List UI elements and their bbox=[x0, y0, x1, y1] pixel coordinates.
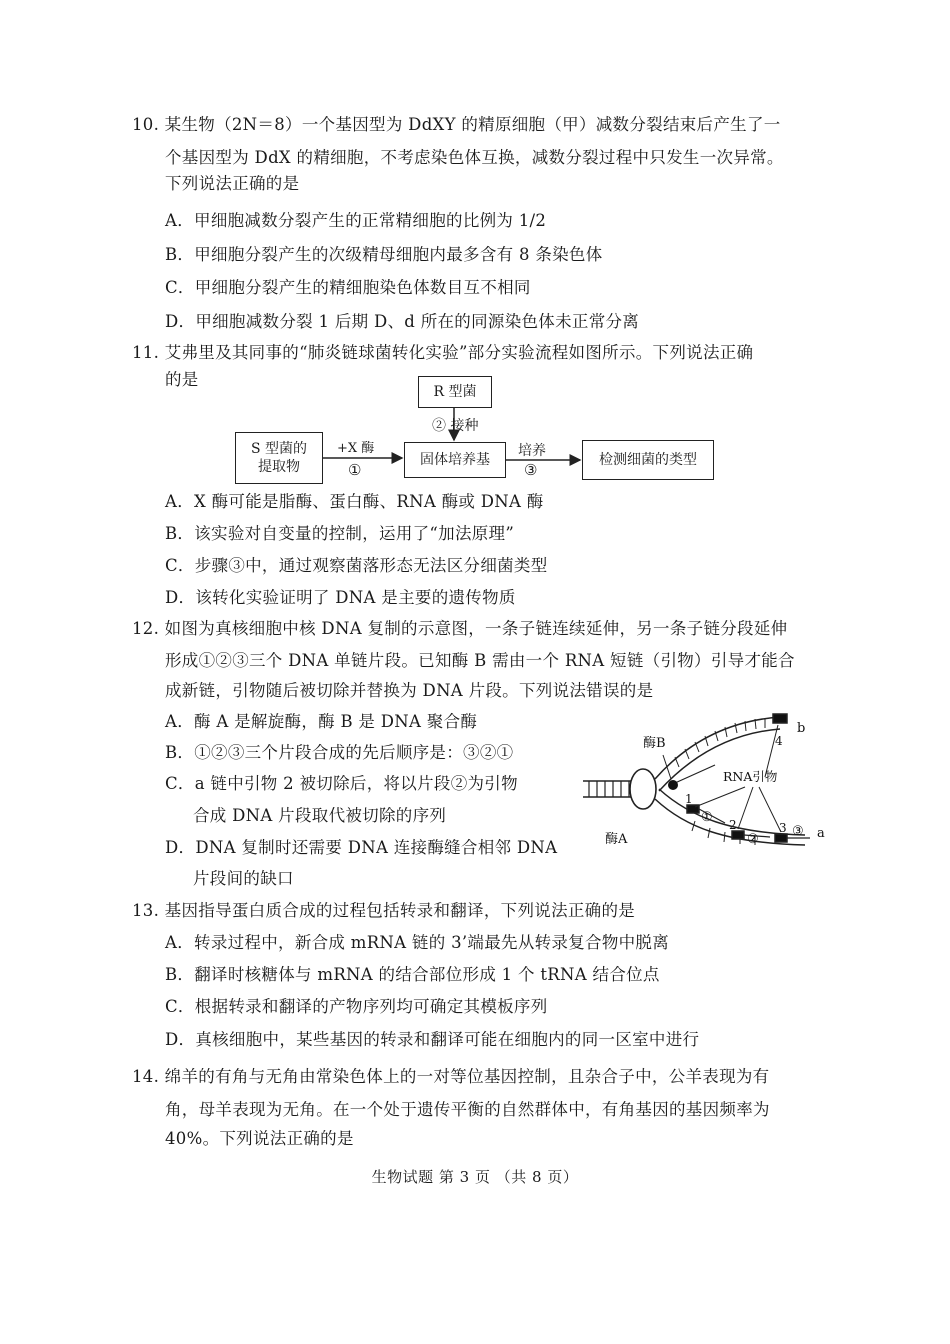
primer-3-label: 3 bbox=[779, 821, 787, 835]
step1-label: +X 酶 bbox=[337, 441, 375, 456]
q12-option-b: B．①②③三个片段合成的先后顺序是：③②① bbox=[165, 743, 514, 762]
q11-option-a: A．X 酶可能是脂酶、蛋白酶、RNA 酶或 DNA 酶 bbox=[165, 492, 544, 511]
q10-option-d: D．甲细胞减数分裂 1 后期 D、d 所在的同源染色体未正常分离 bbox=[165, 312, 640, 331]
step3-number: ③ bbox=[524, 461, 538, 479]
q14-stem-line-2: 角，母羊表现为无角。在一个处于遗传平衡的自然群体中，有角基因的基因频率为 bbox=[165, 1100, 770, 1119]
q14-stem-line-3: 40%。下列说法正确的是 bbox=[165, 1129, 354, 1148]
q12-option-d: D．DNA 复制时还需要 DNA 连接酶缝合相邻 DNA bbox=[165, 838, 558, 857]
q12-stem-line-2: 形成①②③三个 DNA 单链片段。已知酶 B 需由一个 RNA 短链（引物）引导才能合 bbox=[165, 651, 795, 670]
q10-option-a: A．甲细胞减数分裂产生的正常精细胞的比例为 1/2 bbox=[165, 211, 547, 230]
q12-option-a: A．酶 A 是解旋酶，酶 B 是 DNA 聚合酶 bbox=[165, 712, 478, 731]
s-box-line-1: S 型菌的 bbox=[250, 441, 308, 457]
q13-option-d: D．真核细胞中，某些基因的转录和翻译可能在细胞内的同一区室中进行 bbox=[165, 1030, 700, 1049]
step2-label: ② 接种 bbox=[432, 418, 479, 434]
rna-primer-label: RNA引物 bbox=[723, 769, 778, 784]
fragment-2-label: ② bbox=[747, 832, 759, 847]
q11-option-d: D．该转化实验证明了 DNA 是主要的遗传物质 bbox=[165, 588, 516, 607]
q12-stem-line-3: 成新链，引物随后被切除并替换为 DNA 片段。下列说法错误的是 bbox=[165, 681, 654, 700]
enzyme-b-shape bbox=[668, 780, 678, 790]
q11-option-b: B．该实验对自变量的控制，运用了“加法原理” bbox=[165, 524, 515, 543]
fragment-3-label: ③ bbox=[792, 824, 804, 839]
enzyme-b-pointer bbox=[663, 755, 671, 779]
q11-stem-line-2: 的是 bbox=[165, 370, 199, 389]
enzyme-a-label: 酶A bbox=[605, 832, 628, 847]
q13-stem: 13. 基因指导蛋白质合成的过程包括转录和翻译，下列说法正确的是 bbox=[132, 901, 636, 920]
enzyme-a-shape bbox=[630, 769, 656, 809]
q12-stem-line-1: 12. 如图为真核细胞中核 DNA 复制的示意图，一条子链连续延伸，另一条子链分段延伸 bbox=[132, 619, 788, 638]
q12-option-c-cont: 合成 DNA 片段取代被切除的序列 bbox=[193, 806, 447, 825]
q10-stem-line-1: 10. 某生物（2N＝8）一个基因型为 DdXY 的精原细胞（甲）减数分裂结束后产生了一 bbox=[132, 115, 781, 134]
flow-arrows bbox=[0, 0, 950, 520]
dna-replication-diagram bbox=[575, 695, 835, 875]
q13-option-a: A．转录过程中，新合成 mRNA 链的 3’端最先从转录复合物中脱离 bbox=[165, 933, 670, 952]
q11-stem-line-1: 11. 艾弗里及其同事的“肺炎链球菌转化实验”部分实验流程如图所示。下列说法正确 bbox=[132, 343, 754, 362]
primer-1-label: 1 bbox=[685, 792, 693, 806]
q12-option-d-cont: 片段间的缺口 bbox=[193, 869, 294, 888]
q13-option-b: B．翻译时核糖体与 mRNA 的结合部位形成 1 个 tRNA 结合位点 bbox=[165, 965, 660, 984]
q10-option-c: C．甲细胞分裂产生的精细胞染色体数目互不相同 bbox=[165, 278, 531, 297]
page-footer: 生物试题 第 3 页 （共 8 页） bbox=[371, 1168, 579, 1186]
lower-fork bbox=[655, 789, 810, 845]
q11-option-c: C．步骤③中，通过观察菌落形态无法区分细菌类型 bbox=[165, 556, 548, 575]
step1-number: ① bbox=[348, 461, 362, 479]
strand-a-label: a bbox=[817, 826, 825, 841]
strand-b-label: b bbox=[797, 721, 806, 736]
solid-medium-box: 固体培养基 bbox=[404, 442, 506, 478]
q14-stem-line-1: 14. 绵羊的有角与无角由常染色体上的一对等位基因控制，且杂合子中，公羊表现为有 bbox=[132, 1067, 770, 1086]
step3-label: 培养 bbox=[518, 443, 546, 459]
q12-option-c: C．a 链中引物 2 被切除后，将以片段②为引物 bbox=[165, 774, 518, 793]
fragment-1-label: ① bbox=[701, 810, 713, 825]
q10-stem-line-2: 个基因型为 DdX 的精细胞，不考虑染色体互换，减数分裂过程中只发生一次异常。 bbox=[165, 148, 784, 167]
q10-option-b: B．甲细胞分裂产生的次级精母细胞内最多含有 8 条染色体 bbox=[165, 245, 603, 264]
parent-duplex bbox=[583, 781, 637, 797]
detect-bacteria-box: 检测细菌的类型 bbox=[582, 440, 714, 480]
s-box-line-2: 提取物 bbox=[258, 459, 300, 475]
q13-option-c: C．根据转录和翻译的产物序列均可确定其模板序列 bbox=[165, 997, 548, 1016]
primer-2-label: 2 bbox=[729, 818, 737, 832]
primer-4-label: 4 bbox=[775, 734, 783, 748]
r-strain-box: R 型菌 bbox=[418, 376, 492, 408]
q10-stem-line-3: 下列说法正确的是 bbox=[165, 174, 300, 193]
enzyme-b-label: 酶B bbox=[643, 736, 666, 751]
